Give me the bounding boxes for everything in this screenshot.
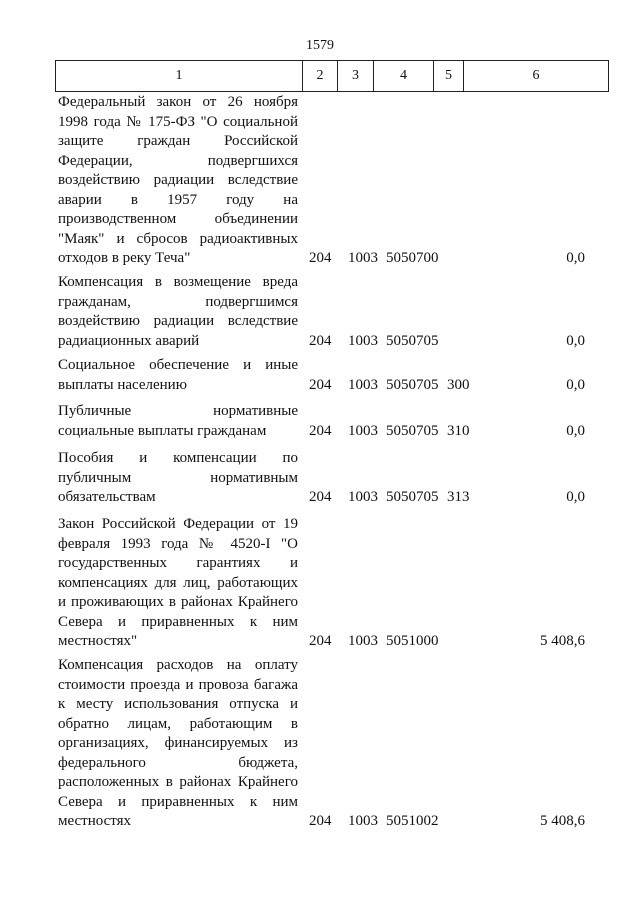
row-title-line: воздействию радиации вследствие bbox=[58, 313, 298, 329]
cell-c4: 5050705 bbox=[386, 422, 439, 439]
row-title-line: Пособия и компенсации по bbox=[58, 450, 298, 466]
row-title-line: организациях, финансируемых из bbox=[58, 735, 298, 751]
row-title-line: Публичные нормативные bbox=[58, 403, 298, 419]
cell-c4: 5050705 bbox=[386, 489, 439, 505]
cell-c4: 5050705 bbox=[386, 332, 439, 349]
cell-c4: 5050700 bbox=[386, 250, 439, 266]
row-title-line: расположенных в районах Крайнего bbox=[58, 774, 298, 790]
row-title-line: обязательствам bbox=[58, 489, 156, 505]
row-title bbox=[58, 273, 298, 351]
row-title-line: Закон Российской Федерации от 19 bbox=[58, 516, 298, 532]
row-title-line: Севера и приравненных к ним bbox=[58, 793, 298, 810]
cell-c3: 1003 bbox=[348, 376, 378, 393]
column-header-row bbox=[56, 61, 609, 92]
cell-c5: 310 bbox=[447, 422, 470, 439]
cell-c2: 204 bbox=[309, 422, 332, 439]
row-title bbox=[58, 656, 298, 832]
row-title-line: Компенсация в возмещение вреда bbox=[58, 274, 298, 290]
row-title-line: публичным нормативным bbox=[58, 469, 298, 486]
row-title-line: Федерации, подвергшихся bbox=[58, 152, 298, 169]
cell-c2: 204 bbox=[309, 376, 332, 393]
row-title-line: Социальное обеспечение и иные bbox=[58, 357, 298, 373]
cell-c2: 204 bbox=[309, 332, 332, 349]
row-title-line: Федеральный закон от 26 ноября bbox=[58, 94, 298, 110]
cell-c4: 5051002 bbox=[386, 813, 439, 829]
row-title-line: местностях" bbox=[58, 633, 138, 649]
row-title-line: местностях bbox=[58, 813, 132, 829]
row-title-line: Севера и приравненных к ним bbox=[58, 613, 298, 630]
column-header-1: 1 bbox=[56, 61, 303, 92]
cell-c3: 1003 bbox=[348, 422, 378, 439]
row-title-line: гражданам, подвергшимся bbox=[58, 293, 298, 310]
cell-c4: 5051000 bbox=[386, 633, 439, 649]
row-title-line: "Маяк" и сбросов радиоактивных bbox=[58, 230, 298, 247]
cell-c6: 0,0 bbox=[566, 422, 585, 439]
row-title-line: февраля 1993 года № 4520-I "О bbox=[58, 535, 298, 552]
row-title-line: защите граждан Российской bbox=[58, 133, 298, 149]
column-header-4: 4 bbox=[374, 61, 434, 92]
row-title-line: выплаты населению bbox=[58, 376, 187, 393]
column-header-3: 3 bbox=[338, 61, 374, 92]
cell-c5: 313 bbox=[447, 489, 470, 505]
cell-c2: 204 bbox=[309, 633, 332, 649]
row-title bbox=[58, 93, 298, 269]
cell-c3: 1003 bbox=[348, 489, 378, 505]
row-title-line: отходов в реку Теча" bbox=[58, 250, 191, 266]
row-title-line: государственных гарантиях и bbox=[58, 555, 298, 571]
cell-c6: 0,0 bbox=[566, 250, 585, 266]
row-title-line: стоимости проезда и провоза багажа bbox=[58, 676, 298, 693]
row-title-line: Компенсация расходов на оплату bbox=[58, 657, 298, 673]
column-header-2: 2 bbox=[303, 61, 338, 92]
cell-c6: 0,0 bbox=[566, 489, 585, 505]
row-title bbox=[58, 449, 298, 508]
row-title-line: воздействию радиации вследствие bbox=[58, 172, 298, 188]
row-title-line: компенсациях для лиц, работающих bbox=[58, 574, 298, 591]
cell-c2: 204 bbox=[309, 489, 332, 505]
cell-c3: 1003 bbox=[348, 332, 378, 349]
row-title-line: федерального бюджета, bbox=[58, 754, 298, 771]
column-header-table bbox=[55, 60, 609, 92]
cell-c6: 0,0 bbox=[566, 376, 585, 393]
cell-c3: 1003 bbox=[348, 250, 378, 266]
row-title bbox=[58, 356, 298, 395]
row-title-line: производственном объединении bbox=[58, 211, 298, 227]
cell-c6: 0,0 bbox=[566, 332, 585, 349]
cell-c3: 1003 bbox=[348, 813, 378, 829]
row-title-line: социальные выплаты гражданам bbox=[58, 422, 267, 439]
cell-c6: 5 408,6 bbox=[540, 633, 585, 649]
row-title-line: аварии в 1957 году на bbox=[58, 191, 298, 208]
column-header-5: 5 bbox=[434, 61, 464, 92]
column-header-6: 6 bbox=[464, 61, 609, 92]
cell-c2: 204 bbox=[309, 250, 332, 266]
row-title-line: и проживающих в районах Крайнего bbox=[58, 594, 298, 610]
row-title-line: обратно лицам, работающим в bbox=[58, 715, 298, 732]
row-title-line: к месту использования отпуска и bbox=[58, 696, 298, 712]
row-title bbox=[58, 515, 298, 652]
cell-c5: 300 bbox=[447, 376, 470, 393]
cell-c6: 5 408,6 bbox=[540, 813, 585, 829]
row-title-line: 1998 года № 175-ФЗ "О социальной bbox=[58, 113, 298, 130]
cell-c2: 204 bbox=[309, 813, 332, 829]
cell-c4: 5050705 bbox=[386, 376, 439, 393]
cell-c3: 1003 bbox=[348, 633, 378, 649]
page-number: 1579 bbox=[306, 38, 334, 53]
row-title bbox=[58, 402, 298, 441]
row-title-line: радиационных аварий bbox=[58, 332, 200, 349]
